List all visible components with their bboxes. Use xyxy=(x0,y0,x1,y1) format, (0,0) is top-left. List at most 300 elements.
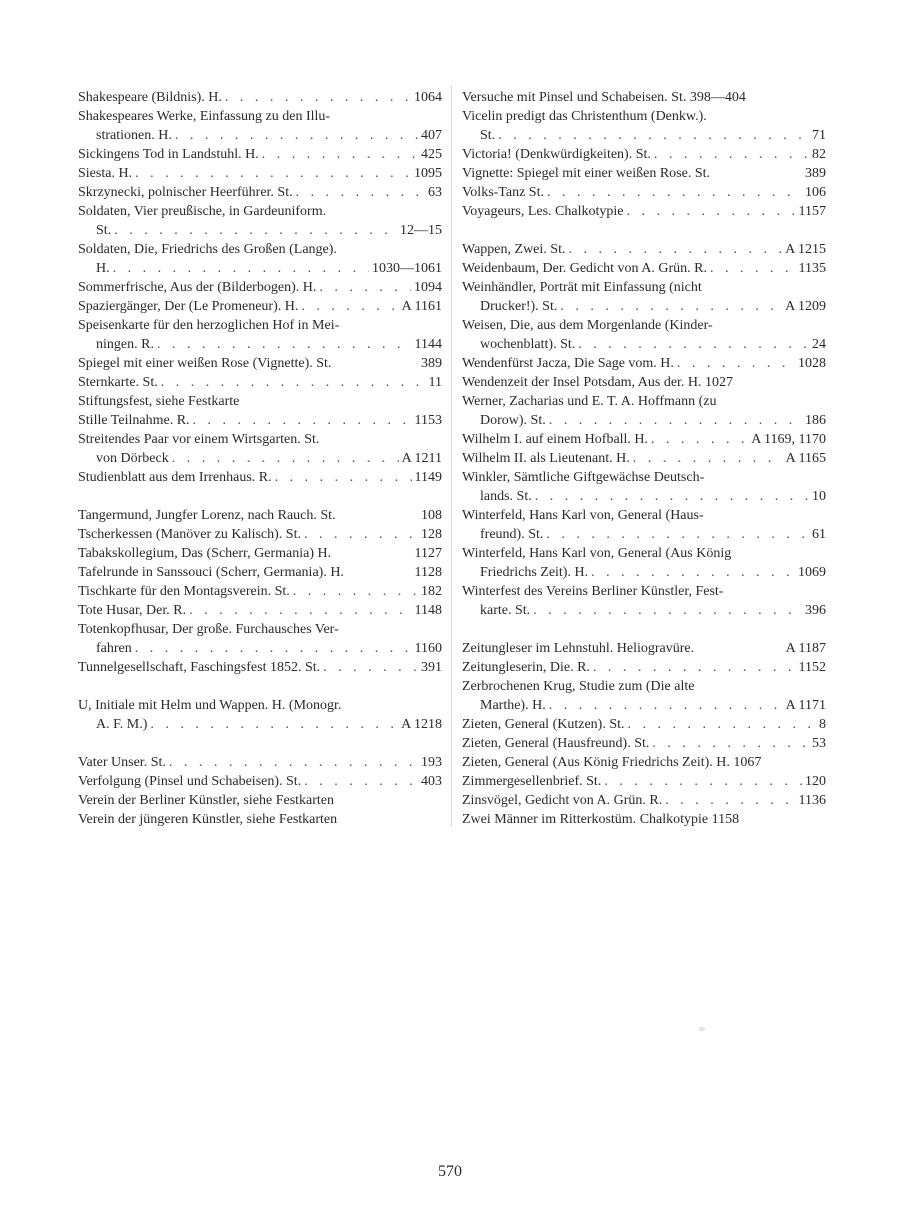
index-entry-continuation xyxy=(78,221,442,240)
leader-dots xyxy=(651,430,748,449)
leader-dots xyxy=(560,297,782,316)
index-entry xyxy=(462,468,826,506)
index-entry xyxy=(78,164,442,183)
index-entry-title: Totenkopfhusar, Der große. Furchausches Ver- xyxy=(78,622,339,637)
index-entry-continuation xyxy=(462,525,826,544)
index-entry xyxy=(78,620,442,658)
index-entry-title: Spiegel mit einer weißen Rose (Vignette). St. xyxy=(78,356,332,371)
leader-dots xyxy=(172,449,399,468)
index-entry-title: Sternkarte. St. xyxy=(78,375,158,390)
index-entry-title: St. xyxy=(96,223,112,238)
index-entry-title: karte. St. xyxy=(480,603,531,618)
page-reference: A 1187 xyxy=(785,641,826,656)
leader-dots xyxy=(262,145,418,164)
index-entry xyxy=(462,240,826,259)
index-entry-title: Verein der Berliner Künstler, siehe Festkarten xyxy=(78,793,335,808)
leader-dots xyxy=(498,126,809,145)
leader-dots xyxy=(135,639,412,658)
index-entry-line xyxy=(462,164,826,183)
page-reference: A 1215 xyxy=(785,242,826,257)
index-entry-title: Sickingens Tod in Landstuhl. H. xyxy=(78,147,259,162)
page-reference: 403 xyxy=(421,774,442,789)
index-entry-title: Sommerfrische, Aus der (Bilderbogen). H. xyxy=(78,280,317,295)
index-entry xyxy=(462,88,826,107)
index-entry xyxy=(462,278,826,316)
page-reference: 1152 xyxy=(798,660,826,675)
index-entry-continuation xyxy=(462,696,826,715)
index-entry-title: Dorow). St. xyxy=(480,413,546,428)
index-entry xyxy=(78,202,442,240)
index-entry-title: Tafelrunde in Sanssouci (Scherr, Germania). H. xyxy=(78,565,344,580)
page-reference: 12—15 xyxy=(400,223,442,238)
index-entry-line xyxy=(462,354,826,373)
page-reference: A 1218 xyxy=(401,717,442,732)
leader-dots xyxy=(665,791,795,810)
index-entry-title: Wendenzeit der Insel Potsdam, Aus der. H. 1027 xyxy=(462,375,734,390)
index-entry-line xyxy=(462,639,826,658)
index-entry-line xyxy=(462,240,826,259)
index-entry-line xyxy=(78,658,442,677)
index-entry xyxy=(462,506,826,544)
index-entry-title: Vater Unser. St. xyxy=(78,755,166,770)
leader-dots xyxy=(568,240,782,259)
leader-dots xyxy=(652,734,809,753)
page-reference: 193 xyxy=(421,755,442,770)
page-reference: 128 xyxy=(421,527,442,542)
index-entry-line xyxy=(78,430,442,449)
leader-dots xyxy=(157,335,412,354)
page-reference: 1094 xyxy=(414,280,442,295)
index-entry-title: Tabakskollegium, Das (Scherr, Germania) H. xyxy=(78,546,332,561)
page-reference: 182 xyxy=(421,584,442,599)
index-entry xyxy=(462,772,826,791)
index-entry-line xyxy=(78,791,442,810)
index-entry xyxy=(78,354,442,373)
index-entry-title: fahren xyxy=(96,641,132,656)
index-entry-line xyxy=(78,753,442,772)
index-entry xyxy=(78,791,442,810)
index-entry-line xyxy=(462,506,826,525)
index-entry-title: Spaziergänger, Der (Le Promeneur). H. xyxy=(78,299,299,314)
leader-dots xyxy=(301,297,398,316)
index-entry-line xyxy=(78,468,442,487)
index-entry-title: A. F. M.) xyxy=(96,717,148,732)
page-reference: 1160 xyxy=(414,641,442,656)
index-entry-continuation xyxy=(78,335,442,354)
index-entry-continuation xyxy=(78,126,442,145)
index-entry-line xyxy=(462,658,826,677)
index-entry-continuation xyxy=(462,126,826,145)
page-reference: 389 xyxy=(805,166,826,181)
page-reference: 53 xyxy=(812,736,826,751)
index-entry-title: Wappen, Zwei. St. xyxy=(462,242,566,257)
index-entry-title: Vignette: Spiegel mit einer weißen Rose. St. xyxy=(462,166,711,181)
index-entry-line xyxy=(78,696,442,715)
index-entry-title: Soldaten, Die, Friedrichs des Großen (Lange). xyxy=(78,242,337,257)
index-entry-continuation xyxy=(78,259,442,278)
index-entry-title: Speisenkarte für den herzoglichen Hof in Mei- xyxy=(78,318,340,333)
leader-dots xyxy=(304,525,418,544)
index-entry-title: Zieten, General (Kutzen). St. xyxy=(462,717,625,732)
index-entry xyxy=(462,354,826,373)
index-entry-line xyxy=(462,810,826,829)
page-reference: 1153 xyxy=(414,413,442,428)
leader-dots xyxy=(114,221,397,240)
index-entry-continuation xyxy=(462,297,826,316)
index-entry-title: Zeitungleserin, Die. R. xyxy=(462,660,590,675)
index-entry-title: Tunnelgesellschaft, Faschingsfest 1852. St. xyxy=(78,660,321,675)
index-entry-continuation xyxy=(462,487,826,506)
index-entry-line xyxy=(78,411,442,430)
index-entry-title: Siesta. H. xyxy=(78,166,133,181)
index-entry-title: Zeitungleser im Lehnstuhl. Heliogravüre. xyxy=(462,641,695,656)
index-entry-title: Tischkarte für den Montagsverein. St. xyxy=(78,584,290,599)
index-entry xyxy=(462,373,826,392)
index-entry-title: ningen. R. xyxy=(96,337,154,352)
index-entry-line xyxy=(78,563,442,582)
index-entry-title: Shakespeares Werke, Einfassung zu den Illu- xyxy=(78,109,331,124)
index-entry-title: Zimmergesellenbrief. St. xyxy=(462,774,602,789)
page-reference: A 1171 xyxy=(785,698,826,713)
index-entry-title: Drucker!). St. xyxy=(480,299,558,314)
index-entry-line xyxy=(78,810,442,829)
index-entry-title: Vicelin predigt das Christenthum (Denkw.). xyxy=(462,109,707,124)
index-entry-line xyxy=(78,183,442,202)
index-entry xyxy=(462,791,826,810)
index-entry-line xyxy=(78,240,442,259)
index-entry-line xyxy=(78,88,442,107)
index-entry-continuation xyxy=(462,601,826,620)
index-entry xyxy=(462,639,826,658)
index-entry-title: Winterfest des Vereins Berliner Künstler, Fest- xyxy=(462,584,724,599)
page-reference: 71 xyxy=(812,128,826,143)
index-entry xyxy=(78,145,442,164)
leader-dots xyxy=(535,487,809,506)
index-entry-line xyxy=(462,107,826,126)
section-gap xyxy=(78,734,442,753)
index-entry-line xyxy=(78,506,442,525)
page-reference: 10 xyxy=(812,489,826,504)
leader-dots xyxy=(296,183,425,202)
leader-dots xyxy=(627,202,796,221)
page-reference: A 1211 xyxy=(401,451,442,466)
page-reference: 391 xyxy=(421,660,442,675)
page-reference: 1144 xyxy=(414,337,442,352)
page-reference: 1149 xyxy=(414,470,442,485)
index-entry-title: Stiftungsfest, siehe Festkarte xyxy=(78,394,240,409)
index-entry-line xyxy=(78,202,442,221)
index-entry-title: strationen. H. xyxy=(96,128,172,143)
index-entry xyxy=(78,525,442,544)
index-entry xyxy=(78,240,442,278)
index-entry-title: Weinhändler, Porträt mit Einfassung (nicht xyxy=(462,280,702,295)
index-entry-line xyxy=(462,468,826,487)
index-entry-line xyxy=(78,373,442,392)
index-entry-line xyxy=(462,373,826,392)
leader-dots xyxy=(578,335,809,354)
index-entry-line xyxy=(78,278,442,297)
index-entry-title: H. xyxy=(96,261,110,276)
leader-dots xyxy=(225,88,411,107)
index-entry xyxy=(462,734,826,753)
index-entry-line xyxy=(78,582,442,601)
index-entry-title: U, Initiale mit Helm und Wappen. H. (Monogr. xyxy=(78,698,342,713)
index-entry xyxy=(78,411,442,430)
leader-dots xyxy=(633,449,783,468)
index-entry-line xyxy=(78,164,442,183)
index-entry-title: Verein der jüngeren Künstler, siehe Festkarten xyxy=(78,812,338,827)
index-entry xyxy=(78,183,442,202)
page-reference: 396 xyxy=(805,603,826,618)
index-entry-title: Victoria! (Denkwürdigkeiten). St. xyxy=(462,147,651,162)
index-entry-line xyxy=(462,88,826,107)
leader-dots xyxy=(654,145,809,164)
index-entry-line xyxy=(462,582,826,601)
index-entry-title: Zinsvögel, Gedicht von A. Grün. R. xyxy=(462,793,663,808)
page-reference: 1028 xyxy=(798,356,826,371)
index-entry xyxy=(462,810,826,829)
index-entry-title: Winkler, Sämtliche Giftgewächse Deutsch- xyxy=(462,470,705,485)
page-reference: 8 xyxy=(819,717,826,732)
index-entry-title: lands. St. xyxy=(480,489,532,504)
index-entry xyxy=(462,449,826,468)
index-entry xyxy=(462,183,826,202)
index-entry-line xyxy=(78,601,442,620)
index-entry-line xyxy=(78,544,442,563)
index-entry-continuation xyxy=(462,335,826,354)
index-entry-continuation xyxy=(462,411,826,430)
leader-dots xyxy=(293,582,418,601)
index-entry-title: Studienblatt aus dem Irrenhaus. R. xyxy=(78,470,272,485)
section-gap xyxy=(78,677,442,696)
index-entry xyxy=(78,563,442,582)
index-entry-line xyxy=(462,392,826,411)
index-entry-title: Streitendes Paar vor einem Wirtsgarten. St. xyxy=(78,432,320,447)
page-reference: A 1169, 1170 xyxy=(751,432,826,447)
index-entry-continuation xyxy=(78,449,442,468)
index-entry xyxy=(78,810,442,829)
page-reference: 1157 xyxy=(798,204,826,219)
leader-dots xyxy=(591,563,795,582)
leader-dots xyxy=(275,468,412,487)
index-entry xyxy=(462,582,826,620)
index-entry-title: Winterfeld, Hans Karl von, General (Aus König xyxy=(462,546,732,561)
leader-dots xyxy=(323,658,418,677)
page-reference: 24 xyxy=(812,337,826,352)
index-entry-line xyxy=(78,145,442,164)
index-entry-line xyxy=(78,772,442,791)
leader-dots xyxy=(135,164,411,183)
index-entry-title: Wilhelm II. als Lieutenant. H. xyxy=(462,451,630,466)
index-entry-line xyxy=(462,753,826,772)
leader-dots xyxy=(533,601,802,620)
index-entry-line xyxy=(78,316,442,335)
index-entry-line xyxy=(462,734,826,753)
page-reference: A 1165 xyxy=(785,451,826,466)
index-entry xyxy=(78,696,442,734)
index-entry-title: Stille Teilnahme. R. xyxy=(78,413,190,428)
index-entry-line xyxy=(78,392,442,411)
index-entry-line xyxy=(462,772,826,791)
page-reference: 1148 xyxy=(414,603,442,618)
index-entry xyxy=(78,278,442,297)
index-entry-title: Tangermund, Jungfer Lorenz, nach Rauch. St. xyxy=(78,508,336,523)
index-entry-title: Weidenbaum, Der. Gedicht von A. Grün. R. xyxy=(462,261,707,276)
index-entry xyxy=(462,715,826,734)
page-reference: 389 xyxy=(421,356,442,371)
page-reference: 1069 xyxy=(798,565,826,580)
index-entry xyxy=(78,392,442,411)
leader-dots xyxy=(593,658,796,677)
leader-dots xyxy=(604,772,802,791)
index-entry-title: Zerbrochenen Krug, Studie zum (Die alte xyxy=(462,679,695,694)
index-entry-title: freund). St. xyxy=(480,527,544,542)
leader-dots xyxy=(150,715,398,734)
index-entry-line xyxy=(78,620,442,639)
index-entry xyxy=(78,601,442,620)
section-gap xyxy=(462,221,826,240)
index-entry-title: Voyageurs, Les. Chalkotypie xyxy=(462,204,624,219)
page-reference: 1127 xyxy=(414,546,442,561)
section-gap xyxy=(462,620,826,639)
index-entry-line xyxy=(462,183,826,202)
leader-dots xyxy=(113,259,369,278)
index-entry-line xyxy=(462,278,826,297)
index-entry xyxy=(462,753,826,772)
index-entry xyxy=(78,582,442,601)
page-reference: 1095 xyxy=(414,166,442,181)
index-entry-title: Wendenfürst Jacza, Die Sage vom. H. xyxy=(462,356,674,371)
leader-dots xyxy=(175,126,418,145)
index-entry xyxy=(462,544,826,582)
leader-dots xyxy=(549,696,783,715)
page-reference: 120 xyxy=(805,774,826,789)
page-reference: 1030—1061 xyxy=(372,261,442,276)
index-entry-line xyxy=(462,791,826,810)
index-entry-continuation xyxy=(78,639,442,658)
leader-dots xyxy=(628,715,817,734)
index-entry-line xyxy=(78,525,442,544)
page-reference: A 1161 xyxy=(401,299,442,314)
index-entry xyxy=(462,316,826,354)
leader-dots xyxy=(161,373,426,392)
index-entry-title: Tscherkessen (Manöver zu Kalisch). St. xyxy=(78,527,301,542)
page-reference: 425 xyxy=(421,147,442,162)
index-entry-title: Wilhelm I. auf einem Hofball. H. xyxy=(462,432,649,447)
index-entry-title: Tote Husar, Der. R. xyxy=(78,603,187,618)
leader-dots xyxy=(549,411,802,430)
index-entry xyxy=(78,772,442,791)
page-reference: 186 xyxy=(805,413,826,428)
leader-dots xyxy=(304,772,418,791)
page-reference: 407 xyxy=(421,128,442,143)
index-entry xyxy=(462,164,826,183)
index-entry-title: Winterfeld, Hans Karl von, General (Haus- xyxy=(462,508,704,523)
right-column xyxy=(462,88,826,829)
index-entry xyxy=(78,468,442,487)
index-entry xyxy=(78,430,442,468)
index-entry-line xyxy=(462,449,826,468)
page-reference: 1064 xyxy=(414,90,442,105)
leader-dots xyxy=(193,411,412,430)
index-entry-line xyxy=(462,316,826,335)
index-entry xyxy=(462,430,826,449)
index-entry-title: Volks-Tanz St. xyxy=(462,185,544,200)
index-entry-title: Zwei Männer im Ritterkostüm. Chalkotypie 1158 xyxy=(462,812,740,827)
page-reference: 1135 xyxy=(798,261,826,276)
index-entry xyxy=(78,107,442,145)
page-reference: 82 xyxy=(812,147,826,162)
index-entry-line xyxy=(462,430,826,449)
index-entry-line xyxy=(78,354,442,373)
page-reference: A 1209 xyxy=(785,299,826,314)
index-entry xyxy=(462,145,826,164)
index-entry-line xyxy=(462,202,826,221)
index-entry xyxy=(78,506,442,525)
index-entry-line xyxy=(462,145,826,164)
page-reference: 106 xyxy=(805,185,826,200)
index-entry xyxy=(462,677,826,715)
page-reference: 108 xyxy=(421,508,442,523)
index-entry-line xyxy=(462,715,826,734)
page-number: 570 xyxy=(438,1163,462,1180)
index-entry xyxy=(462,259,826,278)
column-divider xyxy=(451,86,452,826)
page-reference: 11 xyxy=(428,375,442,390)
index-entry xyxy=(78,316,442,354)
page-reference: 1136 xyxy=(798,793,826,808)
page-reference: 61 xyxy=(812,527,826,542)
index-entry-title: Skrzynecki, polnischer Heerführer. St. xyxy=(78,185,293,200)
index-entry-title: Weisen, Die, aus dem Morgenlande (Kinder- xyxy=(462,318,713,333)
index-entry-title: Friedrichs Zeit). H. xyxy=(480,565,589,580)
index-entry xyxy=(462,202,826,221)
index-entry-title: St. xyxy=(480,128,496,143)
index-entry-line xyxy=(78,297,442,316)
index-entry-title: Versuche mit Pinsel und Schabeisen. St. 398—404 xyxy=(462,90,746,105)
index-entry-title: Marthe). H. xyxy=(480,698,546,713)
index-entry-title: wochenblatt). St. xyxy=(480,337,576,352)
index-entry xyxy=(78,297,442,316)
index-entry-title: Verfolgung (Pinsel und Schabeisen). St. xyxy=(78,774,302,789)
index-entry xyxy=(78,753,442,772)
index-entry xyxy=(78,373,442,392)
index-entry-title: Zieten, General (Hausfreund). St. xyxy=(462,736,650,751)
index-entry-line xyxy=(462,544,826,563)
leader-dots xyxy=(169,753,418,772)
index-entry xyxy=(462,107,826,145)
index-entry-title: Zieten, General (Aus König Friedrichs Zeit). H. 1067 xyxy=(462,755,762,770)
index-entry-line xyxy=(78,107,442,126)
leader-dots xyxy=(189,601,411,620)
leader-dots xyxy=(547,183,802,202)
index-entry xyxy=(462,392,826,430)
section-gap xyxy=(78,487,442,506)
index-entry-continuation xyxy=(78,715,442,734)
leader-dots xyxy=(710,259,796,278)
page-reference: 1128 xyxy=(414,565,442,580)
leader-dots xyxy=(319,278,411,297)
index-entry xyxy=(462,658,826,677)
index-entry xyxy=(78,658,442,677)
index-entry xyxy=(78,544,442,563)
leader-dots xyxy=(677,354,795,373)
page-reference: 63 xyxy=(428,185,442,200)
index-entry-line xyxy=(462,677,826,696)
left-column xyxy=(78,88,442,829)
index-entry xyxy=(78,88,442,107)
index-entry-title: von Dörbeck xyxy=(96,451,169,466)
